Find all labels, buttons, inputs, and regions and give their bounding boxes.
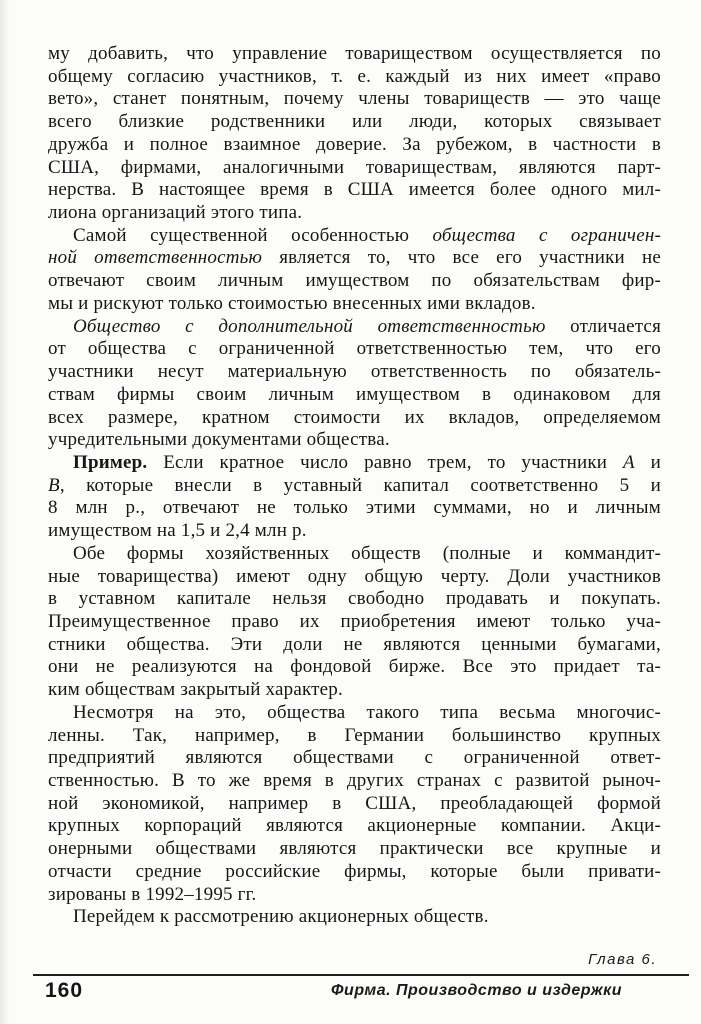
text-segment: учредительными документами общества. — [48, 429, 390, 451]
text-segment: Преимущественное право их приобретения имеют только уча- — [48, 610, 661, 632]
text-line — [48, 497, 661, 520]
italic-text: Общество с дополнительной ответственностью — [73, 315, 546, 337]
text-segment: вето», станет понятным, почему члены товариществ — это чаще — [48, 88, 661, 110]
text-segment: , которые внесли в уставный капитал соответственно 5 и — [59, 474, 661, 496]
text-segment: стники общества. Эти доли не являются ценными бумагами, — [48, 633, 661, 655]
text-segment: 8 млн р., отвечают не только этими суммами, но и личным — [48, 497, 661, 519]
paragraph — [48, 702, 661, 906]
text-line — [48, 134, 661, 157]
text-segment: Самой существенной особенностью — [73, 224, 433, 246]
running-title: Фирма. Производство и издержки — [331, 982, 622, 999]
paragraph — [48, 43, 661, 225]
text-line — [48, 906, 661, 929]
text-segment: ким обществам закрытый характер. — [48, 679, 343, 701]
text-line — [48, 407, 661, 430]
text-segment: является то, что все его участники не — [262, 247, 661, 269]
text-line — [48, 793, 661, 816]
text-segment: онерными обществами являются практически все крупные и — [48, 838, 661, 860]
text-line — [48, 452, 661, 475]
text-segment: Несмотря на это, общества такого типа весьма многочис- — [73, 701, 661, 723]
footer-rule — [33, 974, 689, 976]
text-segment: и — [634, 451, 661, 473]
text-segment: они не реализуются на фондовой бирже. Все это придает та- — [48, 656, 661, 678]
text-line — [48, 588, 661, 611]
italic-text: А — [622, 451, 635, 473]
text-segment: в уставном капитале нельзя свободно продавать и покупать. — [48, 588, 661, 610]
text-segment: ленны. Так, например, в Германии большинство крупных — [48, 724, 661, 746]
text-line — [48, 293, 661, 316]
text-segment: ственностью. В то же время в других странах с развитой рыноч- — [48, 770, 661, 791]
paragraph — [48, 543, 661, 702]
text-line — [48, 543, 661, 566]
text-line — [48, 225, 661, 248]
chapter-label: Глава 6. — [588, 951, 657, 968]
text-line — [48, 702, 661, 725]
text-segment: предприятий являются обществами с ограниченной ответ- — [48, 747, 661, 769]
text-segment: Если кратное число равно трем, то участники — [147, 451, 623, 473]
text-line — [48, 566, 661, 589]
text-segment: нерства. В настоящее время в США имеется более одного мил- — [48, 179, 661, 201]
page-number: 160 — [45, 979, 84, 1002]
text-segment: Обе формы хозяйственных обществ (полные и коммандит- — [73, 542, 661, 564]
text-segment: всех размере, кратном стоимости их вкладов, определяемом — [48, 406, 661, 428]
text-line — [48, 815, 661, 838]
text-segment: ной экономикой, например в США, преобладающей формой — [48, 792, 661, 814]
text-line — [48, 634, 661, 657]
text-line — [48, 88, 661, 111]
text-line — [48, 884, 661, 907]
text-line — [48, 656, 661, 679]
text-segment: всего близкие родственники или люди, которых связывает — [48, 111, 661, 133]
text-line — [48, 361, 661, 384]
paragraph — [48, 452, 661, 543]
text-line — [48, 679, 661, 702]
text-segment: дружба и полное взаимное доверие. За рубежом, в частности в — [48, 133, 661, 155]
bold-text: Пример. — [73, 451, 148, 473]
text-segment: му добавить, что управление товариществом осуществляется по — [48, 43, 661, 64]
paragraph — [48, 316, 661, 452]
text-line — [48, 770, 661, 793]
text-line — [48, 725, 661, 748]
text-segment: отличается — [545, 315, 661, 337]
text-segment: Перейдем к рассмотрению акционерных обществ. — [73, 906, 489, 928]
text-line — [48, 611, 661, 634]
text-segment: крупных корпораций являются акционерные компании. Акци- — [48, 815, 661, 837]
paragraph — [48, 906, 661, 929]
text-segment: зированы в 1992–1995 гг. — [48, 883, 257, 905]
text-line — [48, 838, 661, 861]
text-segment: отвечают своим личным имуществом по обязательствам фир- — [48, 270, 661, 292]
text-segment: участники несут материальную ответственность по обязатель- — [48, 361, 661, 383]
italic-text: В — [48, 474, 60, 496]
text-segment: мы и рискуют только стоимостью внесенных ими вкладов. — [48, 292, 536, 314]
text-segment: ствам фирмы своим личным имуществом в одинаковом для — [48, 383, 661, 405]
text-block — [48, 43, 661, 929]
text-line — [48, 111, 661, 134]
text-segment: имуществом на 1,5 и 2,4 млн р. — [48, 520, 307, 542]
text-line — [48, 338, 661, 361]
text-segment: от общества с ограниченной ответственностью тем, что его — [48, 338, 661, 360]
paragraph — [48, 225, 661, 316]
text-segment: отчасти средние российские фирмы, которые были привати- — [48, 860, 661, 882]
text-line — [48, 384, 661, 407]
text-line — [48, 157, 661, 180]
text-segment: ные товарищества) имеют одну общую черту. Доли участников — [48, 565, 661, 587]
text-line — [48, 247, 661, 270]
text-line — [48, 861, 661, 884]
text-line — [48, 429, 661, 452]
text-line — [48, 43, 661, 66]
text-line — [48, 270, 661, 293]
text-line — [48, 66, 661, 89]
text-line — [48, 747, 661, 770]
text-line — [48, 475, 661, 498]
italic-text: ной ответственностью — [48, 247, 263, 269]
text-segment: США, фирмами, аналогичными товариществам, являются парт- — [48, 156, 661, 178]
text-line — [48, 179, 661, 202]
text-line — [48, 520, 661, 543]
text-segment: лиона организаций этого типа. — [48, 202, 303, 224]
italic-text: общества с ограничен- — [432, 224, 661, 246]
text-segment: общему согласию участников, т. е. каждый из них имеет «право — [48, 65, 661, 87]
text-line — [48, 202, 661, 225]
text-line — [48, 316, 661, 339]
